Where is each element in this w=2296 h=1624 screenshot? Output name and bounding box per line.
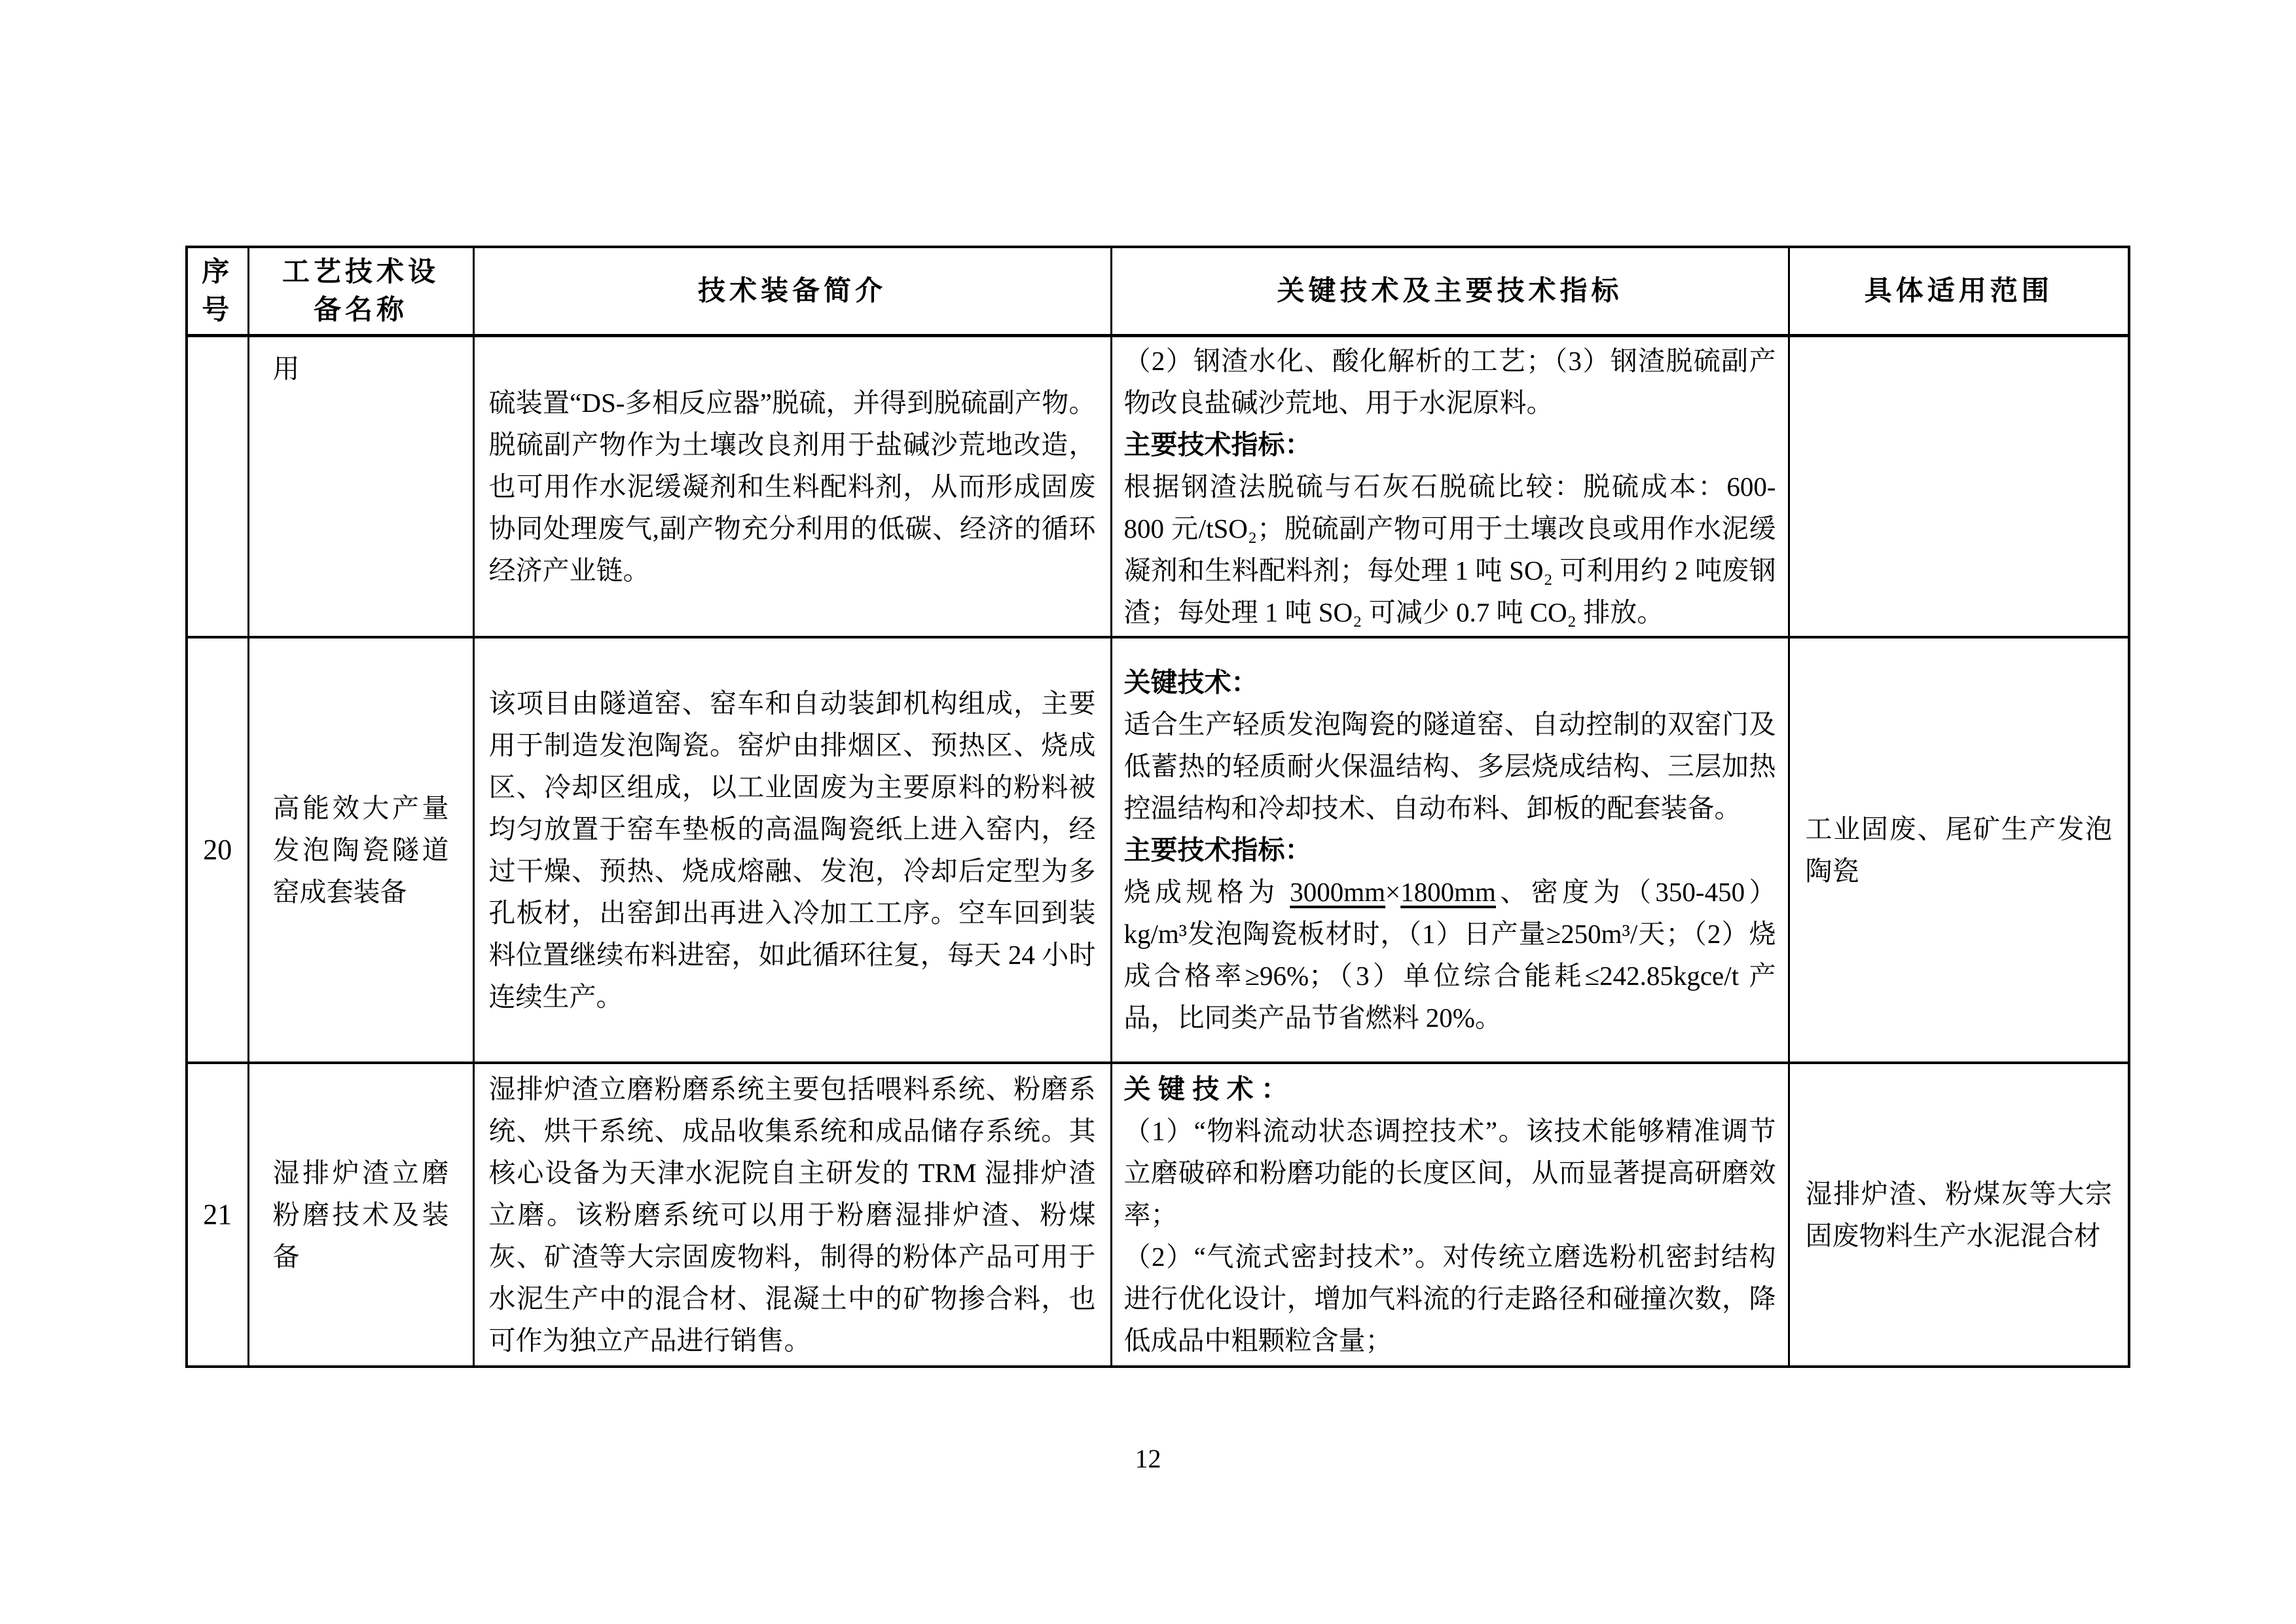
cell-equipment-name: 湿排炉渣立磨粉磨技术及装备 — [248, 1063, 473, 1367]
cell-scope: 湿排炉渣、粉煤灰等大宗固废物料生产水泥混合材 — [1789, 1063, 2129, 1367]
keytech-paragraph: 适合生产轻质发泡陶瓷的隧道窑、自动控制的双窑门及低蓄热的轻质耐火保温结构、多层烧成结构、三层加热控温结构和冷却技术、自动布料、卸板的配套装备。 — [1123, 709, 1776, 823]
keytech-paragraph: （2）“气流式密封技术”。对传统立磨选粉机密封结构进行优化设计，增加气料流的行走路径和碰撞次数，降低成品中粗颗粒含量； — [1123, 1241, 1776, 1356]
cell-intro: 湿排炉渣立磨粉磨系统主要包括喂料系统、粉磨系统、烘干系统、成品收集系统和成品储存系统。其核心设备为天津水泥院自主研发的 TRM 湿排炉渣立磨。该粉磨系统可以用于粉磨湿排炉渣、粉煤灰、矿渣等大宗固废物料，制得的粉体产品可用于水泥生产中的混合材、混凝土中的矿物掺合料，也可作为独立产品进行销售。 — [473, 1063, 1111, 1367]
keytech-paragraph: （2）钢渣水化、酸化解析的工艺；（3）钢渣脱硫副产物改良盐碱沙荒地、用于水泥原料。 — [1123, 345, 1776, 418]
cell-seq: 20 — [187, 637, 248, 1063]
column-header-seq: 序号 — [187, 247, 248, 335]
cell-scope: 工业固废、尾矿生产发泡陶瓷 — [1789, 637, 2129, 1063]
multiply-sign: × — [1385, 876, 1401, 907]
table-row — [187, 1063, 2129, 1367]
cell-keytech — [1111, 637, 1789, 1063]
keytech-paragraph — [1124, 871, 1776, 1039]
spec-rest: 、密度为（350-450）kg/m³发泡陶瓷板材时，（1）日产量≥250m³/天；（2）烧成合格率≥96%；（3）单位综合能耗≤242.85kgce/t 产品，比同类产品节省燃料 20%。 — [1123, 876, 1776, 1033]
table-row — [187, 335, 2129, 637]
keytech-label: 关键技术： — [1123, 667, 1258, 697]
technology-equipment-table — [185, 246, 2130, 1368]
keytech-label: 主要技术指标： — [1123, 834, 1312, 865]
keytech-label: 主要技术指标： — [1123, 429, 1312, 460]
column-header-keytech: 关键技术及主要技术指标 — [1111, 247, 1789, 335]
keytech-paragraph: （1）“物料流动状态调控技术”。该技术能够精准调节立磨破碎和粉磨功能的长度区间，从而显著提高研磨效率； — [1123, 1115, 1776, 1230]
keytech-paragraph: 根据钢渣法脱硫与石灰石脱硫比较：脱硫成本：600-800 元/tSO₂；脱硫副产物可用于土壤改良或用作水泥缓凝剂和生料配料剂；每处理 1 吨 SO₂ 可利用约 2 吨废钢渣；每处理 1 吨 SO₂ 可减少 0.7 吨 CO₂ 排放。 — [1123, 471, 1776, 627]
cell-equipment-name: 用 — [248, 335, 473, 637]
spec-dimension: 1800mm — [1400, 876, 1496, 907]
cell-intro: 该项目由隧道窑、窑车和自动装卸机构组成，主要用于制造发泡陶瓷。窑炉由排烟区、预热区、烧成区、冷却区组成，以工业固废为主要原料的粉料被均匀放置于窑车垫板的高温陶瓷纸上进入窑内，经过干燥、预热、烧成熔融、发泡，冷却后定型为多孔板材，出窑卸出再进入冷加工工序。空车回到装料位置继续布料进窑，如此循环往复，每天 24 小时连续生产。 — [473, 637, 1111, 1063]
keytech-label: 关 键 技 术 ： — [1123, 1073, 1288, 1104]
cell-keytech — [1111, 1063, 1789, 1367]
column-header-equipment-name: 工艺技术设备名称 — [248, 247, 473, 335]
cell-keytech — [1111, 335, 1789, 637]
cell-scope — [1789, 335, 2129, 637]
table-row — [187, 637, 2129, 1063]
table-header-row — [187, 247, 2129, 335]
page-number: 12 — [1135, 1444, 1161, 1473]
cell-intro: 硫装置“DS-多相反应器”脱硫，并得到脱硫副产物。脱硫副产物作为土壤改良剂用于盐碱沙荒地改造，也可用作水泥缓凝剂和生料配料剂，从而形成固废协同处理废气,副产物充分利用的低碳、经济的循环经济产业链。 — [473, 335, 1111, 637]
cell-equipment-name: 高能效大产量发泡陶瓷隧道窑成套装备 — [248, 637, 473, 1063]
spec-prefix: 烧成规格为 — [1123, 876, 1290, 907]
column-header-intro: 技术装备简介 — [473, 247, 1111, 335]
column-header-scope: 具体适用范围 — [1789, 247, 2129, 335]
cell-seq: 21 — [187, 1063, 248, 1367]
cell-seq — [187, 335, 248, 637]
spec-dimension: 3000mm — [1290, 876, 1386, 907]
